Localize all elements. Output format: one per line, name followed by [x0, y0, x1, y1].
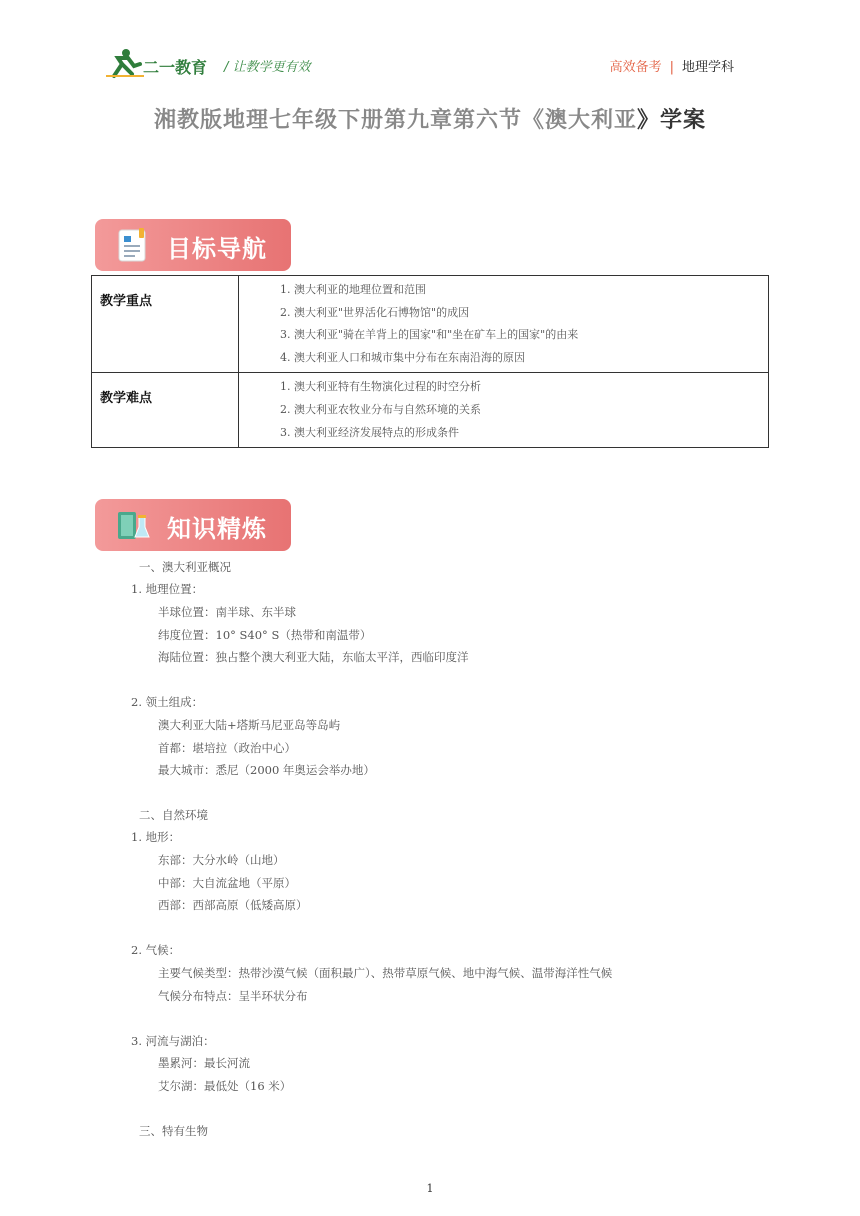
logo-text: 二一教育: [143, 58, 208, 77]
section-banner-knowledge-label: 知识精炼: [167, 515, 267, 543]
table-row: [92, 373, 769, 448]
subheading-climate: 2. 气候：: [131, 943, 181, 957]
list-item: 3. 澳大利亚经济发展特点的形成条件: [280, 425, 459, 439]
page-title-main: 湘教版地理七年级下册第九章第六节《澳大利亚: [153, 108, 637, 133]
page-title-end: 》学案: [637, 108, 707, 133]
heading-overview: 一、澳大利亚概况: [139, 560, 231, 574]
heading-environment: 二、自然环境: [139, 808, 208, 822]
text-line: 半球位置：南半球、东半球: [158, 605, 296, 619]
text-line: 首都：堪培拉（政治中心）: [158, 741, 296, 755]
subheading-rivers: 3. 河流与湖泊：: [131, 1034, 215, 1048]
text-line: 东部：大分水岭（山地）: [158, 853, 285, 867]
text-line: 海陆位置：独占整个澳大利亚大陆，东临太平洋，西临印度洋: [158, 650, 469, 664]
goal-row-label: 教学重点: [92, 276, 239, 373]
list-item: 2. 澳大利亚农牧业分布与自然环境的关系: [280, 402, 481, 416]
text-line: 气候分布特点：呈半环状分布: [158, 989, 308, 1003]
goal-row-items: [239, 276, 769, 373]
goal-row-label: 教学难点: [92, 373, 239, 448]
goals-table: [91, 275, 769, 448]
page-title: [0, 103, 860, 134]
list-item: 1. 澳大利亚特有生物演化过程的时空分析: [280, 380, 481, 394]
section-banner-goals: [95, 219, 291, 271]
table-row: [92, 276, 769, 373]
list-item: 1. 澳大利亚的地理位置和范围: [280, 283, 426, 296]
subheading-territory: 2. 领土组成：: [131, 695, 204, 709]
slogan: / 让教学更有效: [224, 60, 311, 75]
section-banner-goals-label: 目标导航: [167, 235, 267, 263]
text-line: 最大城市：悉尼（2000 年奥运会举办地）: [158, 763, 375, 777]
text-line: 中部：大自流盆地（平原）: [158, 876, 296, 890]
list-item: 4. 澳大利亚人口和城市集中分布在东南沿海的原因: [280, 350, 525, 364]
text-line: 艾尔湖：最低处（16 米）: [158, 1079, 292, 1093]
header-separator: |: [669, 60, 674, 75]
section-banner-knowledge: [95, 499, 291, 551]
goal-row-items: [239, 373, 769, 448]
subheading-location: 1. 地理位置：: [131, 582, 204, 596]
page-number: 1: [426, 1182, 434, 1195]
header-tag-prep: 高效备考: [609, 60, 662, 75]
header-right: [610, 56, 734, 75]
text-line: 西部：西部高原（低矮高原）: [158, 898, 308, 912]
subheading-terrain: 1. 地形：: [131, 830, 181, 844]
text-line: 纬度位置：10° S40° S（热带和南温带）: [158, 628, 372, 642]
list-item: 2. 澳大利亚"世界活化石博物馆"的成因: [280, 305, 470, 319]
list-item: 3. 澳大利亚"骑在羊背上的国家"和"坐在矿车上的国家"的由来: [280, 328, 579, 342]
text-line: 墨累河：最长河流: [158, 1056, 250, 1070]
text-line: 澳大利亚大陆+塔斯马尼亚岛等岛屿: [158, 718, 341, 732]
text-line: 主要气候类型：热带沙漠气候（面积最广）、热带草原气候、地中海气候、温带海洋性气候: [158, 966, 613, 980]
heading-endemic-species: 三、特有生物: [139, 1124, 208, 1138]
book-flask-icon: [115, 507, 151, 543]
header-tag-subject: 地理学科: [681, 60, 734, 75]
clipboard-icon: [115, 227, 151, 263]
